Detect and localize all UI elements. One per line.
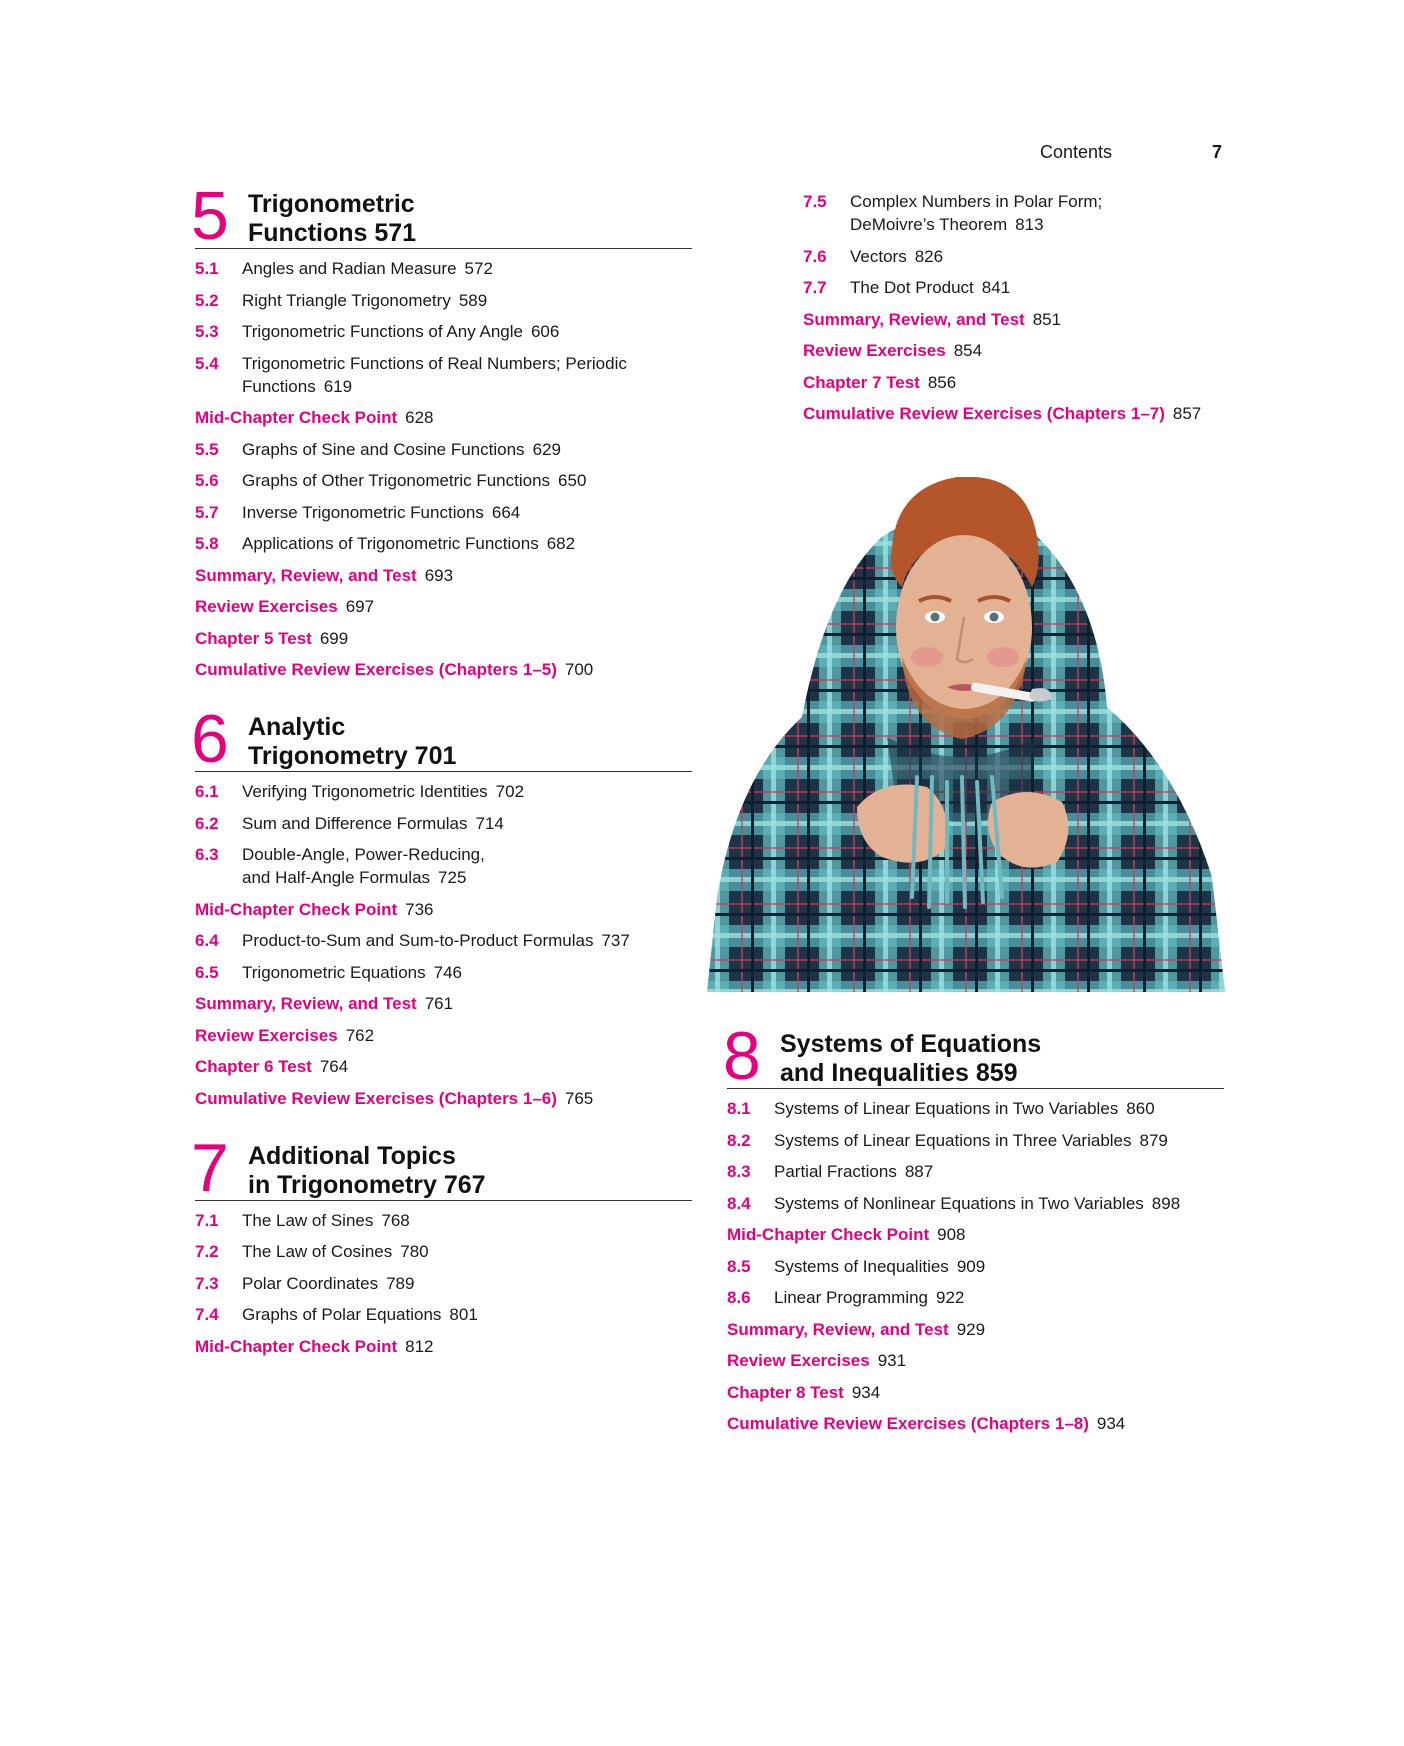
page-ref: 762: [345, 1025, 375, 1045]
chapter-title-line: Additional Topics: [248, 1141, 456, 1170]
section-number: 6.2: [195, 813, 219, 833]
section-title: DeMoivre’s Theorem: [850, 215, 1008, 234]
section-title: The Law of Sines: [242, 1210, 374, 1230]
chapter-title-line: Analytic: [248, 713, 346, 741]
section-title-line: [242, 501, 692, 524]
page-ref: 737: [601, 931, 630, 950]
page-ref: 934: [851, 1382, 881, 1402]
special-entry-label: Mid-Chapter Check Point: [195, 1336, 398, 1356]
section-title: Systems of Nonlinear Equations in Two Variables: [774, 1193, 1144, 1213]
section-number: 8.6: [727, 1288, 751, 1307]
section-title-line: [242, 812, 692, 835]
section-title: Systems of Linear Equations in Three Variables: [774, 1130, 1132, 1150]
page-ref: 606: [530, 322, 560, 341]
page-ref: 813: [1015, 215, 1044, 234]
section-number: 8.3: [727, 1162, 751, 1181]
man-in-blanket-illustration: [707, 477, 1225, 992]
chapter-title: [248, 1142, 486, 1200]
toc-section-entry: [195, 1303, 692, 1326]
toc-section-entry: [803, 276, 1223, 299]
section-title-line: [242, 961, 692, 984]
toc-special-entry: [195, 992, 692, 1015]
chapter-number: 6: [191, 701, 229, 777]
toc-special-entry: [195, 627, 692, 650]
page-ref: 887: [904, 1162, 934, 1181]
page-ref: 931: [877, 1351, 907, 1370]
chapter-block: [191, 701, 692, 1110]
section-title-line: [242, 1272, 692, 1295]
section-number: 7.7: [803, 278, 827, 297]
section-title: Complex Numbers in Polar Form;: [850, 192, 1103, 211]
special-entry-label: Chapter 8 Test: [727, 1382, 844, 1402]
special-entry-label: Summary, Review, and Test: [727, 1319, 949, 1339]
section-title-line: [850, 276, 1223, 299]
toc-special-entry: [727, 1318, 1224, 1341]
section-title: Partial Fractions: [774, 1162, 897, 1181]
chapter-title-line: Functions 571: [248, 219, 417, 247]
toc-section-entry: [195, 501, 692, 524]
toc-special-entry: [195, 1055, 692, 1078]
section-title-line: [242, 929, 692, 952]
toc-section-entry: [195, 812, 692, 835]
running-head: [1040, 142, 1222, 166]
special-entry-label: Summary, Review, and Test: [195, 565, 417, 585]
section-title-line: [242, 1303, 692, 1326]
section-title: Angles and Radian Measure: [242, 259, 457, 278]
section-title: Graphs of Other Trigonometric Functions: [242, 471, 551, 490]
section-number: 5.4: [195, 353, 219, 373]
page-ref: 908: [937, 1225, 966, 1244]
contents-right-column-continued: [803, 190, 1223, 434]
chapter-block: [723, 1018, 1224, 1435]
chapter-title-line: Trigonometric: [248, 190, 415, 218]
section-number: 8.1: [727, 1099, 751, 1118]
section-number: 7.6: [803, 246, 827, 266]
toc-special-entry: [727, 1223, 1224, 1246]
section-number: 5.1: [195, 259, 219, 278]
toc-section-entry: [727, 1160, 1224, 1183]
page-ref: 909: [956, 1256, 986, 1276]
contents-left-column: [191, 178, 692, 1388]
page-ref: 922: [936, 1288, 965, 1307]
page-ref: 898: [1151, 1193, 1181, 1213]
page-ref: 746: [433, 962, 462, 982]
section-title-line: [774, 1129, 1224, 1152]
page-ref: 572: [464, 259, 493, 278]
special-entry-label: Chapter 7 Test: [803, 372, 920, 392]
section-number: 8.5: [727, 1256, 751, 1276]
section-title-line: [850, 245, 1223, 268]
section-title-line: [242, 257, 692, 280]
toc-special-entry: [195, 406, 692, 429]
section-title: Trigonometric Functions of Real Numbers; Periodic: [242, 353, 627, 373]
section-number: 7.3: [195, 1273, 219, 1293]
page-ref: 761: [424, 994, 454, 1013]
special-entry-label: Mid-Chapter Check Point: [195, 899, 398, 919]
section-title: Verifying Trigonometric Identities: [242, 782, 488, 801]
special-entry-label: Summary, Review, and Test: [803, 309, 1025, 329]
page-ref: 841: [981, 278, 1011, 297]
special-entry-label: Cumulative Review Exercises (Chapters 1–5): [195, 660, 557, 679]
toc-entry-list: [195, 257, 692, 681]
toc-section-entry: [195, 289, 692, 312]
page-ref: 650: [558, 471, 587, 490]
chapter-title-line: Trigonometry 701: [248, 742, 457, 770]
section-title-line: [774, 1097, 1224, 1120]
special-entry-label: Cumulative Review Exercises (Chapters 1–6): [195, 1088, 557, 1108]
section-title: Double-Angle, Power-Reducing,: [242, 845, 485, 864]
toc-entry-list: [195, 780, 692, 1110]
section-number: 6.1: [195, 782, 219, 801]
section-title-line: [242, 532, 692, 555]
toc-special-entry: [195, 898, 692, 921]
page-ref: 929: [956, 1319, 986, 1339]
special-entry-label: Mid-Chapter Check Point: [727, 1225, 930, 1244]
section-title-line: [850, 213, 1223, 236]
special-entry-label: Review Exercises: [195, 1025, 338, 1045]
page-ref: 736: [405, 899, 434, 919]
special-entry-label: Summary, Review, and Test: [195, 994, 417, 1013]
section-number: 7.4: [195, 1305, 219, 1324]
section-title: Trigonometric Functions of Any Angle: [242, 322, 523, 341]
section-number: 8.2: [727, 1130, 751, 1150]
chapter-heading: [723, 1018, 1224, 1094]
section-title-line: [774, 1255, 1224, 1278]
chapter-block: [191, 1129, 692, 1358]
toc-special-entry: [195, 1335, 692, 1358]
section-number: 5.6: [195, 471, 219, 490]
toc-section-entry: [195, 469, 692, 492]
toc-special-entry: [803, 308, 1223, 331]
section-title: Linear Programming: [774, 1288, 929, 1307]
toc-section-entry: [195, 532, 692, 555]
toc-section-entry: [195, 1209, 692, 1232]
special-entry-label: Chapter 5 Test: [195, 628, 312, 648]
page-ref: 854: [953, 341, 983, 360]
toc-section-entry: [195, 780, 692, 803]
toc-section-entry: [195, 961, 692, 984]
page-ref: 664: [491, 502, 521, 522]
page-ref: 700: [564, 660, 594, 679]
page-ref: 764: [319, 1057, 349, 1076]
section-title: Systems of Inequalities: [774, 1256, 949, 1276]
section-title-line: [774, 1160, 1224, 1183]
chapter-title: [780, 1030, 1041, 1088]
section-number: 8.4: [727, 1193, 751, 1213]
page-ref: 714: [475, 813, 504, 833]
toc-section-entry: [727, 1286, 1224, 1309]
toc-special-entry: [195, 1024, 692, 1047]
chapter-photo-man-in-blanket: [707, 477, 1225, 992]
section-number: 5.2: [195, 290, 219, 310]
page-ref: 780: [400, 1242, 429, 1261]
special-entry-label: Review Exercises: [195, 597, 338, 616]
section-number: 6.4: [195, 931, 219, 950]
section-number: 5.5: [195, 439, 219, 459]
section-number: 7.2: [195, 1242, 219, 1261]
page-ref: 693: [424, 565, 454, 585]
section-number: 7.1: [195, 1210, 219, 1230]
toc-special-entry: [803, 402, 1223, 425]
special-entry-label: Cumulative Review Exercises (Chapters 1–8): [727, 1414, 1089, 1433]
chapter-title-line: Systems of Equations: [780, 1030, 1042, 1058]
page-ref: 860: [1126, 1099, 1155, 1118]
section-title-line: [242, 866, 692, 889]
page-ref: 851: [1032, 309, 1062, 329]
section-title: The Dot Product: [850, 278, 974, 297]
chapter-number: 8: [723, 1018, 761, 1094]
page-ref: 826: [914, 246, 944, 266]
toc-section-entry: [803, 245, 1223, 268]
toc-section-entry: [803, 190, 1223, 236]
section-number: 6.3: [195, 845, 219, 864]
section-title: and Half-Angle Formulas: [242, 868, 431, 887]
section-title: Polar Coordinates: [242, 1273, 379, 1293]
section-title-line: [242, 1240, 692, 1263]
section-title: Functions: [242, 376, 316, 396]
page-ref: 629: [532, 439, 561, 459]
toc-entry-list: [195, 1209, 692, 1358]
special-entry-label: Review Exercises: [803, 341, 946, 360]
toc-special-entry: [195, 658, 692, 681]
page-ref: 812: [405, 1336, 434, 1356]
toc-section-entry: [195, 352, 692, 398]
toc-special-entry: [195, 595, 692, 618]
toc-section-entry: [195, 257, 692, 280]
page-ref: 682: [546, 534, 576, 553]
page-ref: 879: [1139, 1130, 1168, 1150]
toc-entry-list: [727, 1097, 1224, 1435]
toc-section-entry: [727, 1255, 1224, 1278]
section-title: Trigonometric Equations: [242, 962, 426, 982]
toc-special-entry: [803, 339, 1223, 362]
toc-section-entry: [727, 1192, 1224, 1215]
toc-special-entry: [727, 1381, 1224, 1404]
running-head-label: Contents: [1040, 142, 1113, 162]
section-number: 5.8: [195, 534, 219, 553]
chapter-block: [191, 178, 692, 681]
section-title: Applications of Trigonometric Functions: [242, 534, 539, 553]
chapter-title: [248, 190, 416, 248]
page-ref: 702: [495, 782, 525, 801]
page-ref: 628: [405, 408, 434, 427]
section-title: Sum and Difference Formulas: [242, 813, 468, 833]
page-ref: 934: [1096, 1414, 1126, 1433]
toc-special-entry: [195, 1087, 692, 1110]
section-title: Product-to-Sum and Sum-to-Product Formulas: [242, 931, 594, 950]
section-title: Inverse Trigonometric Functions: [242, 502, 484, 522]
section-title-line: [242, 289, 692, 312]
toc-section-entry: [727, 1129, 1224, 1152]
toc-section-entry: [195, 843, 692, 889]
chapter-heading: [191, 701, 692, 777]
page-ref: 801: [449, 1305, 478, 1324]
section-title: Vectors: [850, 246, 907, 266]
chapter-title: [248, 713, 456, 771]
chapter-heading: [191, 178, 692, 254]
section-title-line: [242, 320, 692, 343]
special-entry-label: Cumulative Review Exercises (Chapters 1–7): [803, 404, 1165, 423]
section-title: Systems of Linear Equations in Two Variables: [774, 1099, 1119, 1118]
section-title-line: [242, 375, 692, 398]
contents-right-column-chapter-8: [723, 1018, 1224, 1465]
chapter-title-line: in Trigonometry 767: [248, 1170, 486, 1199]
section-title: The Law of Cosines: [242, 1242, 393, 1261]
special-entry-label: Mid-Chapter Check Point: [195, 408, 398, 427]
page-ref: 857: [1172, 404, 1202, 423]
section-title-line: [242, 1209, 692, 1232]
section-title: Right Triangle Trigonometry: [242, 290, 451, 310]
chapter-number: 5: [191, 178, 229, 254]
section-number: 5.3: [195, 322, 219, 341]
page-number: 7: [1211, 142, 1222, 162]
page-ref: 768: [381, 1210, 410, 1230]
special-entry-label: Review Exercises: [727, 1351, 870, 1370]
section-title-line: [242, 469, 692, 492]
toc-special-entry: [727, 1349, 1224, 1372]
section-title: Graphs of Sine and Cosine Functions: [242, 439, 525, 459]
toc-special-entry: [727, 1412, 1224, 1435]
toc-section-entry: [195, 320, 692, 343]
section-title-line: [242, 438, 692, 461]
chapter-number: 7: [191, 1129, 229, 1206]
section-title-line: [242, 780, 692, 803]
section-title-line: [774, 1192, 1224, 1215]
page-ref: 589: [458, 290, 488, 310]
section-title-line: [774, 1286, 1224, 1309]
section-number: 6.5: [195, 962, 219, 982]
special-entry-label: Chapter 6 Test: [195, 1057, 312, 1076]
toc-section-entry: [195, 1272, 692, 1295]
toc-entry-list: [803, 190, 1223, 425]
section-number: 7.5: [803, 192, 827, 211]
toc-section-entry: [727, 1097, 1224, 1120]
toc-special-entry: [803, 371, 1223, 394]
page-ref: 856: [927, 372, 957, 392]
section-title: Graphs of Polar Equations: [242, 1305, 442, 1324]
toc-section-entry: [195, 929, 692, 952]
toc-section-entry: [195, 438, 692, 461]
toc-section-entry: [195, 1240, 692, 1263]
section-number: 5.7: [195, 502, 219, 522]
page-ref: 699: [319, 628, 349, 648]
chapter-heading: [191, 1129, 692, 1206]
page-ref: 789: [386, 1273, 415, 1293]
chapter-title-line: and Inequalities 859: [780, 1059, 1018, 1087]
page-ref: 765: [564, 1088, 594, 1108]
page-ref: 619: [323, 376, 353, 396]
page-ref: 725: [438, 868, 467, 887]
page-ref: 697: [345, 597, 375, 616]
toc-special-entry: [195, 564, 692, 587]
